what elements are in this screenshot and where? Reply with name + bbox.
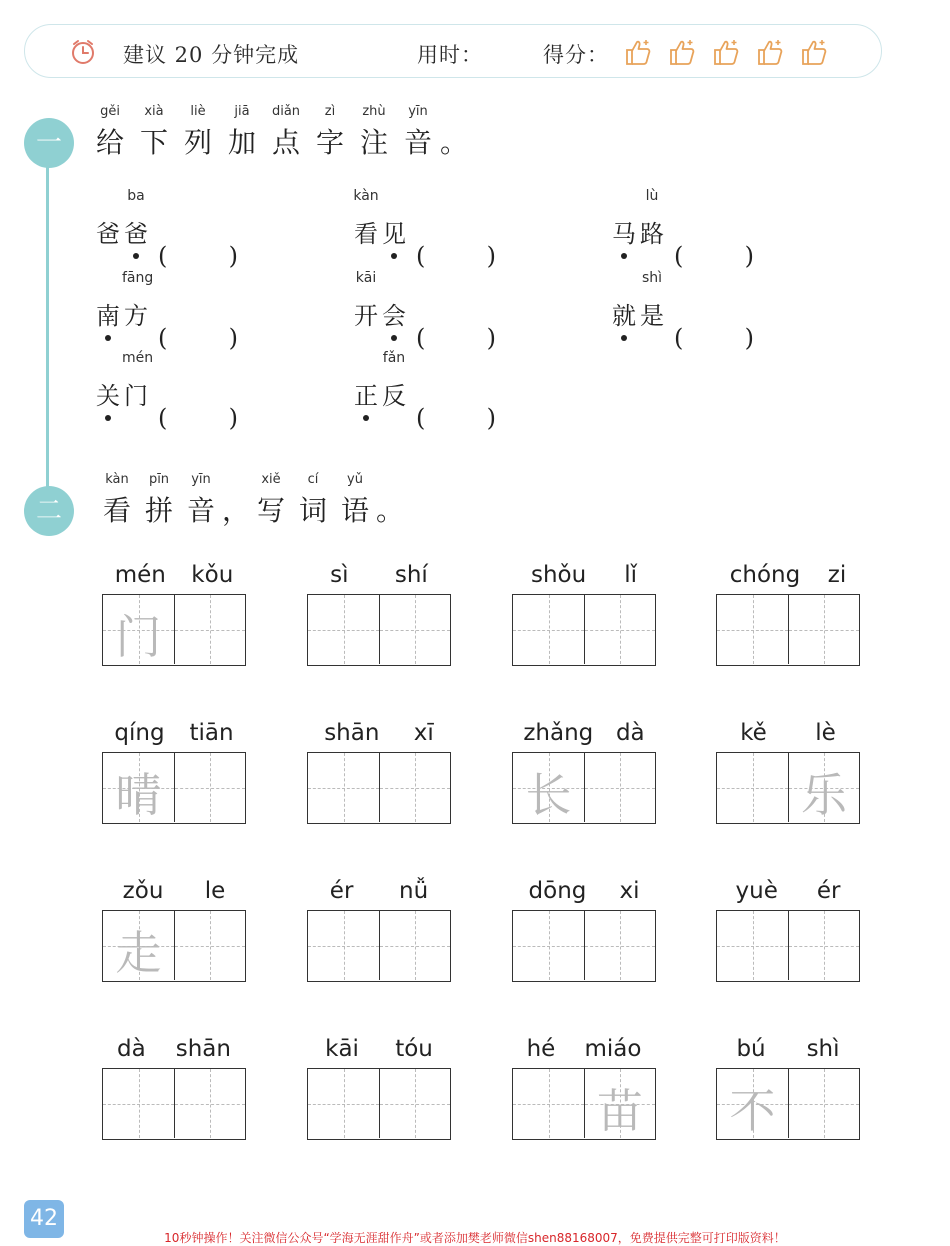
writing-cell[interactable] — [788, 753, 859, 822]
pinyin-syllable: chóng — [729, 562, 801, 588]
section2-number: 二 — [24, 486, 74, 536]
paren-close: ) — [486, 242, 496, 270]
grid-pinyin — [307, 720, 451, 752]
writing-cell[interactable] — [584, 753, 655, 822]
pinyin-syllable: zǒu — [122, 878, 164, 904]
writing-cell[interactable] — [788, 911, 859, 980]
section1-number: 一 — [24, 118, 74, 168]
writing-grid — [307, 594, 451, 666]
pinyin-syllable: kě — [740, 720, 767, 746]
word-char-text: 方 — [124, 302, 148, 330]
word-char — [610, 296, 638, 331]
title-pinyin: diǎn — [271, 104, 301, 119]
pinyin-grid-item — [307, 878, 451, 982]
word-char-text: 门 — [124, 382, 148, 410]
writing-cell[interactable] — [308, 911, 379, 980]
thumbs-up-icon[interactable] — [755, 37, 785, 67]
title-pinyin: zì — [324, 104, 336, 119]
trace-char: 门 — [115, 610, 162, 664]
title-hanzi: 写 — [256, 494, 285, 527]
thumbs-up-icon[interactable] — [799, 37, 829, 67]
writing-grid — [307, 752, 451, 824]
pinyin-grid-item — [512, 562, 656, 666]
word-char — [638, 188, 666, 249]
writing-cell[interactable] — [103, 753, 174, 822]
grid-pinyin — [102, 720, 246, 752]
time-suggestion: 建议 20 分钟完成 — [123, 43, 300, 67]
title-hanzi: 音 — [403, 126, 432, 159]
title-char — [180, 472, 222, 528]
title-char — [222, 494, 250, 528]
grid-pinyin — [102, 562, 246, 594]
title-hanzi: 。 — [376, 494, 405, 527]
paren-close: ) — [228, 404, 238, 432]
emphasis-dot — [105, 415, 111, 421]
title-pinyin: xiě — [261, 472, 281, 487]
writing-cell[interactable] — [717, 595, 788, 664]
title-hanzi: 看 — [102, 494, 131, 527]
writing-cell[interactable] — [379, 753, 450, 822]
title-hanzi: 语 — [340, 494, 369, 527]
word-char — [380, 296, 408, 331]
pinyin-syllable: lǐ — [624, 562, 637, 588]
word-char-text: 南 — [96, 302, 120, 330]
word-char-text: 看 — [354, 220, 378, 248]
pinyin-grid-item — [102, 562, 246, 666]
title-hanzi: 下 — [139, 126, 168, 159]
grid-pinyin — [512, 1036, 656, 1068]
title-char — [292, 472, 334, 528]
pinyin-syllable: le — [204, 878, 226, 904]
paren-open: ( — [158, 324, 168, 352]
writing-cell[interactable] — [379, 911, 450, 980]
pinyin-syllable: sì — [330, 562, 349, 588]
writing-cell[interactable] — [308, 753, 379, 822]
pinyin-syllable: dōng — [528, 878, 587, 904]
pinyin-grid-item — [716, 720, 860, 824]
writing-grid — [512, 1068, 656, 1140]
thumbs-up-icon[interactable] — [623, 37, 653, 67]
alarm-clock-icon — [69, 38, 97, 66]
paren-open: ( — [674, 324, 684, 352]
paren-open: ( — [158, 242, 168, 270]
title-pinyin: kàn — [105, 472, 129, 487]
pinyin-syllable: shǒu — [531, 562, 587, 588]
paren-close: ) — [744, 324, 754, 352]
writing-cell[interactable] — [174, 753, 245, 822]
writing-grid — [102, 1068, 246, 1140]
pinyin-syllable: kāi — [325, 1036, 359, 1062]
time-used-label: 用时： — [417, 43, 483, 67]
writing-grid — [307, 1068, 451, 1140]
word-item — [94, 270, 238, 352]
word-char — [610, 214, 638, 249]
title-hanzi: 词 — [298, 494, 327, 527]
word-char-text: 反 — [382, 382, 406, 410]
pinyin-syllable: lè — [815, 720, 836, 746]
word-char — [352, 376, 380, 411]
footer-notice: 10秒钟操作！关注微信公众号“学海无涯甜作舟”或者添加樊老师微信shen88168007，免费提供完整可打印版资料！ — [164, 1231, 786, 1245]
title-char — [440, 126, 468, 160]
title-pinyin: yīn — [191, 472, 211, 487]
grid-pinyin — [512, 720, 656, 752]
writing-grid — [512, 910, 656, 982]
emphasis-dot — [621, 335, 627, 341]
paren-open: ( — [674, 242, 684, 270]
paren-close: ) — [486, 404, 496, 432]
pinyin-syllable: dà — [117, 1036, 146, 1062]
pinyin-syllable: shì — [806, 1036, 840, 1062]
title-char — [352, 104, 396, 160]
word-pinyin-hint: fǎn — [382, 350, 406, 366]
writing-cell[interactable] — [788, 595, 859, 664]
word-char — [122, 188, 150, 249]
word-char-text: 正 — [354, 382, 378, 410]
pinyin-syllable: tiān — [189, 720, 234, 746]
title-char — [138, 472, 180, 528]
word-item — [610, 188, 754, 270]
title-char — [264, 104, 308, 160]
title-hanzi: 字 — [315, 126, 344, 159]
pinyin-syllable: shān — [175, 1036, 231, 1062]
emphasis-dot — [391, 335, 397, 341]
title-char — [88, 104, 132, 160]
pinyin-syllable: shān — [324, 720, 380, 746]
pinyin-grid-item — [102, 720, 246, 824]
title-char — [250, 472, 292, 528]
score-label: 得分： — [543, 43, 609, 67]
title-pinyin: pīn — [148, 472, 170, 487]
word-char-text: 见 — [382, 220, 406, 248]
word-char — [94, 214, 122, 249]
writing-cell[interactable] — [788, 1069, 859, 1138]
title-pinyin: liè — [190, 104, 206, 119]
pinyin-syllable: shí — [394, 562, 428, 588]
trace-char: 乐 — [801, 768, 847, 822]
title-char — [376, 494, 404, 528]
word-char-text: 开 — [354, 302, 378, 330]
writing-grid — [307, 910, 451, 982]
pinyin-grid-item — [716, 1036, 860, 1140]
pinyin-syllable: qíng — [114, 720, 165, 746]
title-hanzi: ， — [222, 494, 251, 527]
emphasis-dot — [363, 415, 369, 421]
writing-cell[interactable] — [513, 1069, 584, 1138]
writing-cell[interactable] — [103, 1069, 174, 1138]
pinyin-syllable: xī — [413, 720, 434, 746]
writing-cell[interactable] — [584, 595, 655, 664]
word-char-text: 爸 — [124, 220, 148, 248]
writing-cell[interactable] — [174, 595, 245, 664]
word-char-text: 爸 — [96, 220, 120, 248]
page-number: 42 — [24, 1200, 64, 1238]
pinyin-syllable: zi — [827, 562, 847, 588]
writing-cell[interactable] — [174, 1069, 245, 1138]
section-timeline — [46, 160, 49, 490]
writing-grid — [716, 910, 860, 982]
writing-cell[interactable] — [308, 1069, 379, 1138]
section2-title — [96, 472, 405, 528]
pinyin-syllable: mén — [114, 562, 166, 588]
writing-grid — [716, 1068, 860, 1140]
grid-pinyin — [307, 1036, 451, 1068]
grid-pinyin — [512, 878, 656, 910]
emphasis-dot — [133, 253, 139, 259]
grid-pinyin — [716, 878, 860, 910]
trace-char: 不 — [729, 1084, 776, 1138]
title-hanzi: 加 — [227, 126, 256, 159]
pinyin-syllable: hé — [526, 1036, 556, 1062]
word-char — [352, 188, 380, 249]
pinyin-syllable: nǚ — [399, 878, 429, 904]
word-item — [352, 270, 496, 352]
word-item — [352, 350, 496, 432]
pinyin-grid-item — [512, 1036, 656, 1140]
grid-pinyin — [307, 878, 451, 910]
word-item — [610, 270, 754, 352]
title-char — [96, 472, 138, 528]
word-pinyin-hint: lù — [645, 188, 659, 204]
word-item — [94, 350, 238, 432]
writing-cell[interactable] — [717, 1069, 788, 1138]
paren-open: ( — [416, 324, 426, 352]
writing-cell[interactable] — [513, 911, 584, 980]
writing-cell[interactable] — [513, 753, 584, 822]
paren-open: ( — [416, 404, 426, 432]
writing-cell[interactable] — [308, 595, 379, 664]
grid-pinyin — [307, 562, 451, 594]
emphasis-dot — [391, 253, 397, 259]
title-hanzi: 点 — [271, 126, 300, 159]
paren-open: ( — [158, 404, 168, 432]
writing-cell[interactable] — [379, 1069, 450, 1138]
trace-char: 晴 — [115, 768, 162, 822]
word-char — [352, 270, 380, 331]
writing-cell[interactable] — [584, 1069, 655, 1138]
word-char-text: 就 — [612, 302, 636, 330]
trace-char: 长 — [525, 768, 572, 822]
title-char — [308, 104, 352, 160]
word-item — [352, 188, 496, 270]
emphasis-dot — [621, 253, 627, 259]
grid-pinyin — [716, 720, 860, 752]
word-char-text: 关 — [96, 382, 120, 410]
title-char — [176, 104, 220, 160]
writing-cell[interactable] — [584, 911, 655, 980]
title-pinyin: yǔ — [347, 472, 363, 487]
paren-close: ) — [228, 324, 238, 352]
pinyin-grid-item — [307, 562, 451, 666]
word-char-text: 是 — [640, 302, 664, 330]
word-item — [94, 188, 238, 270]
pinyin-grid-item — [512, 878, 656, 982]
title-hanzi: 列 — [183, 126, 212, 159]
word-pinyin-hint: shì — [641, 270, 663, 286]
title-pinyin: xià — [144, 104, 164, 119]
pinyin-grid-item — [307, 1036, 451, 1140]
score-thumbs — [623, 37, 829, 67]
pinyin-grid-item — [102, 1036, 246, 1140]
paren-close: ) — [228, 242, 238, 270]
pinyin-grid-item — [307, 720, 451, 824]
title-char — [132, 104, 176, 160]
pinyin-syllable: ér — [329, 878, 354, 904]
pinyin-syllable: zhǎng — [523, 720, 594, 746]
word-char-text: 马 — [612, 220, 636, 248]
pinyin-syllable: dà — [615, 720, 645, 746]
writing-cell[interactable] — [379, 595, 450, 664]
title-pinyin: zhù — [362, 104, 386, 119]
pinyin-grid-item — [716, 878, 860, 982]
word-char — [380, 350, 408, 411]
title-pinyin: jiā — [234, 104, 250, 119]
word-char-text: 路 — [640, 220, 664, 248]
title-hanzi: 。 — [440, 126, 469, 159]
title-pinyin: cí — [307, 472, 319, 487]
grid-pinyin — [716, 562, 860, 594]
paren-open: ( — [416, 242, 426, 270]
grid-pinyin — [102, 1036, 246, 1068]
grid-pinyin — [716, 1036, 860, 1068]
writing-grid — [512, 594, 656, 666]
emphasis-dot — [105, 335, 111, 341]
word-pinyin-hint: kàn — [353, 188, 379, 204]
word-char — [380, 214, 408, 249]
title-char — [396, 104, 440, 160]
title-pinyin: gěi — [100, 104, 120, 119]
pinyin-syllable: yuè — [735, 878, 778, 904]
title-hanzi: 拼 — [144, 494, 173, 527]
trace-char: 苗 — [597, 1084, 643, 1138]
pinyin-grid-item — [512, 720, 656, 824]
writing-cell[interactable] — [717, 911, 788, 980]
word-char — [638, 270, 666, 331]
word-pinyin-hint: fāng — [122, 270, 154, 286]
thumbs-up-icon[interactable] — [711, 37, 741, 67]
pinyin-grid-item — [716, 562, 860, 666]
title-hanzi: 给 — [95, 126, 124, 159]
writing-grid — [716, 752, 860, 824]
word-char-text: 会 — [382, 302, 406, 330]
pinyin-syllable: kǒu — [191, 562, 234, 588]
writing-cell[interactable] — [513, 595, 584, 664]
pinyin-syllable: bú — [736, 1036, 766, 1062]
word-pinyin-hint: ba — [127, 188, 145, 204]
title-char — [220, 104, 264, 160]
writing-cell[interactable] — [717, 753, 788, 822]
word-char — [94, 376, 122, 411]
thumbs-up-icon[interactable] — [667, 37, 697, 67]
word-pinyin-hint: mén — [122, 350, 154, 366]
word-char — [94, 296, 122, 331]
pinyin-syllable: tóu — [395, 1036, 433, 1062]
title-hanzi: 注 — [359, 126, 388, 159]
title-hanzi: 音 — [186, 494, 215, 527]
section1-title — [88, 104, 469, 160]
writing-grid — [102, 910, 246, 982]
title-char — [334, 472, 376, 528]
writing-cell[interactable] — [103, 595, 174, 664]
writing-cell[interactable] — [174, 911, 245, 980]
pinyin-syllable: miáo — [584, 1036, 642, 1062]
word-char — [122, 350, 154, 411]
pinyin-syllable: ér — [816, 878, 841, 904]
writing-grid — [716, 594, 860, 666]
writing-grid — [102, 594, 246, 666]
trace-char: 走 — [115, 926, 162, 980]
title-pinyin: yīn — [408, 104, 428, 119]
writing-grid — [512, 752, 656, 824]
word-char — [122, 270, 154, 331]
writing-cell[interactable] — [103, 911, 174, 980]
pinyin-syllable: xi — [619, 878, 640, 904]
pinyin-grid-item — [102, 878, 246, 982]
word-pinyin-hint: kāi — [355, 270, 377, 286]
paren-close: ) — [486, 324, 496, 352]
paren-close: ) — [744, 242, 754, 270]
grid-pinyin — [512, 562, 656, 594]
writing-grid — [102, 752, 246, 824]
grid-pinyin — [102, 878, 246, 910]
header-bar — [24, 24, 882, 78]
